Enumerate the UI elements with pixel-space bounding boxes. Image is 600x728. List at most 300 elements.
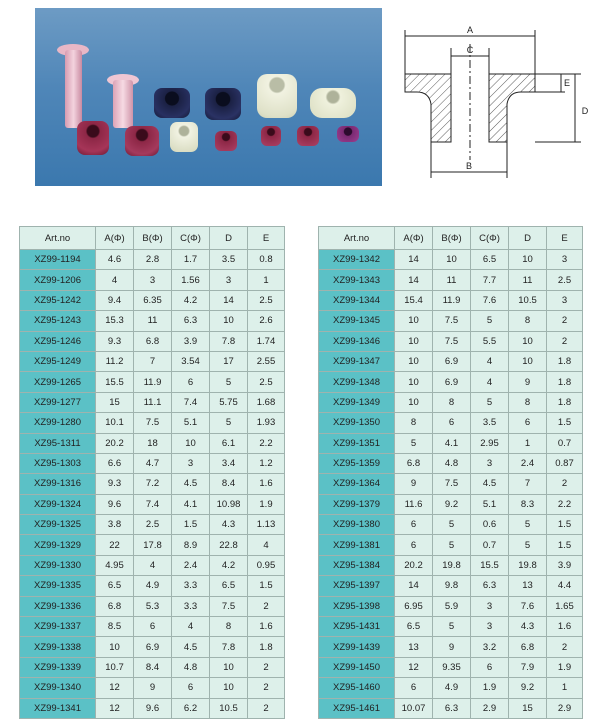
table-row xyxy=(20,413,285,433)
value-cell: 1.65 xyxy=(547,596,583,616)
art-no-cell: XZ99-1380 xyxy=(319,515,395,535)
value-cell: 2.8 xyxy=(134,250,172,270)
value-cell: 2.4 xyxy=(172,555,210,575)
value-cell: 8 xyxy=(395,413,433,433)
table-row xyxy=(20,453,285,473)
value-cell: 1.93 xyxy=(248,413,285,433)
value-cell: 14 xyxy=(395,250,433,270)
value-cell: 1.2 xyxy=(248,453,285,473)
value-cell: 3.54 xyxy=(172,351,210,371)
art-no-cell: XZ99-1381 xyxy=(319,535,395,555)
art-no-cell: XZ99-1345 xyxy=(319,311,395,331)
value-cell: 13 xyxy=(395,637,433,657)
value-cell: 7.5 xyxy=(210,596,248,616)
art-no-cell: XZ99-1348 xyxy=(319,372,395,392)
art-no-cell: XZ95-1242 xyxy=(20,290,96,310)
value-cell: 11.9 xyxy=(134,372,172,392)
value-cell: 6.8 xyxy=(134,331,172,351)
value-cell: 4.4 xyxy=(547,576,583,596)
value-cell: 10 xyxy=(509,250,547,270)
value-cell: 9 xyxy=(509,372,547,392)
value-cell: 2.2 xyxy=(248,433,285,453)
value-cell: 5 xyxy=(509,515,547,535)
value-cell: 3 xyxy=(172,453,210,473)
table-row xyxy=(319,576,583,596)
value-cell: 2.4 xyxy=(509,453,547,473)
value-cell: 11.6 xyxy=(395,494,433,514)
value-cell: 4 xyxy=(248,535,285,555)
value-cell: 7.5 xyxy=(433,474,471,494)
value-cell: 10.98 xyxy=(210,494,248,514)
value-cell: 9.3 xyxy=(96,474,134,494)
art-no-cell: XZ95-1460 xyxy=(319,678,395,698)
table-row xyxy=(20,311,285,331)
table-row xyxy=(319,372,583,392)
table-row xyxy=(319,433,583,453)
label-d: D xyxy=(581,106,589,116)
table-row xyxy=(20,474,285,494)
value-cell: 9 xyxy=(134,678,172,698)
art-no-cell: XZ95-1431 xyxy=(319,617,395,637)
value-cell: 1 xyxy=(509,433,547,453)
value-cell: 5 xyxy=(395,433,433,453)
value-cell: 10 xyxy=(433,250,471,270)
value-cell: 7.5 xyxy=(433,311,471,331)
value-cell: 5 xyxy=(210,413,248,433)
value-cell: 6.5 xyxy=(471,250,509,270)
value-cell: 4.2 xyxy=(210,555,248,575)
art-no-cell: XZ95-1311 xyxy=(20,433,96,453)
value-cell: 10 xyxy=(395,351,433,371)
value-cell: 10.5 xyxy=(509,290,547,310)
value-cell: 6.5 xyxy=(96,576,134,596)
art-no-cell: XZ99-1343 xyxy=(319,270,395,290)
value-cell: 1.5 xyxy=(172,515,210,535)
value-cell: 15.5 xyxy=(96,372,134,392)
value-cell: 5.1 xyxy=(172,413,210,433)
art-no-cell: XZ95-1384 xyxy=(319,555,395,575)
value-cell: 19.8 xyxy=(433,555,471,575)
table-row xyxy=(319,351,583,371)
value-cell: 8 xyxy=(433,392,471,412)
art-no-cell: XZ95-1397 xyxy=(319,576,395,596)
value-cell: 14 xyxy=(210,290,248,310)
value-cell: 0.8 xyxy=(248,250,285,270)
value-cell: 6.8 xyxy=(509,637,547,657)
column-header: Art.no xyxy=(319,227,395,250)
value-cell: 3.3 xyxy=(172,596,210,616)
table-row xyxy=(20,657,285,677)
value-cell: 8 xyxy=(509,311,547,331)
spec-table-right xyxy=(318,226,583,719)
value-cell: 2.55 xyxy=(248,351,285,371)
value-cell: 10 xyxy=(210,678,248,698)
art-no-cell: XZ99-1335 xyxy=(20,576,96,596)
value-cell: 14 xyxy=(395,576,433,596)
art-no-cell: XZ99-1349 xyxy=(319,392,395,412)
value-cell: 10 xyxy=(509,331,547,351)
table-row xyxy=(319,250,583,270)
value-cell: 20.2 xyxy=(395,555,433,575)
table-row xyxy=(20,290,285,310)
column-header: E xyxy=(547,227,583,250)
value-cell: 2 xyxy=(547,474,583,494)
table-row xyxy=(20,596,285,616)
art-no-cell: XZ99-1280 xyxy=(20,413,96,433)
value-cell: 6.5 xyxy=(210,576,248,596)
table-row xyxy=(319,678,583,698)
column-header: E xyxy=(248,227,285,250)
value-cell: 6.35 xyxy=(134,290,172,310)
table-row xyxy=(20,250,285,270)
value-cell: 4.1 xyxy=(433,433,471,453)
art-no-cell: XZ95-1243 xyxy=(20,311,96,331)
label-c: C xyxy=(466,45,474,55)
value-cell: 2 xyxy=(248,657,285,677)
value-cell: 11.1 xyxy=(134,392,172,412)
art-no-cell: XZ99-1338 xyxy=(20,637,96,657)
table-row xyxy=(319,637,583,657)
value-cell: 5.3 xyxy=(134,596,172,616)
value-cell: 14 xyxy=(395,270,433,290)
art-no-cell: XZ99-1350 xyxy=(319,413,395,433)
value-cell: 6.3 xyxy=(433,698,471,718)
value-cell: 2 xyxy=(547,311,583,331)
value-cell: 2.6 xyxy=(248,311,285,331)
value-cell: 9.6 xyxy=(134,698,172,718)
art-no-cell: XZ95-1359 xyxy=(319,453,395,473)
art-no-cell: XZ99-1379 xyxy=(319,494,395,514)
value-cell: 7.4 xyxy=(134,494,172,514)
value-cell: 1 xyxy=(547,678,583,698)
table-row xyxy=(20,617,285,637)
value-cell: 3.5 xyxy=(471,413,509,433)
value-cell: 0.7 xyxy=(471,535,509,555)
value-cell: 12 xyxy=(96,678,134,698)
value-cell: 8.9 xyxy=(172,535,210,555)
value-cell: 2.5 xyxy=(547,270,583,290)
table-row xyxy=(20,576,285,596)
art-no-cell: XZ99-1206 xyxy=(20,270,96,290)
value-cell: 3.2 xyxy=(471,637,509,657)
value-cell: 6.95 xyxy=(395,596,433,616)
table-row xyxy=(20,392,285,412)
value-cell: 8.3 xyxy=(509,494,547,514)
value-cell: 5.75 xyxy=(210,392,248,412)
value-cell: 2.9 xyxy=(471,698,509,718)
value-cell: 2.5 xyxy=(248,372,285,392)
value-cell: 4.8 xyxy=(172,657,210,677)
art-no-cell: XZ95-1303 xyxy=(20,453,96,473)
value-cell: 4.5 xyxy=(172,474,210,494)
value-cell: 4.2 xyxy=(172,290,210,310)
value-cell: 7.8 xyxy=(210,331,248,351)
value-cell: 10.1 xyxy=(96,413,134,433)
table-row xyxy=(319,474,583,494)
value-cell: 22 xyxy=(96,535,134,555)
spec-table-left xyxy=(19,226,285,719)
art-no-cell: XZ95-1246 xyxy=(20,331,96,351)
value-cell: 3 xyxy=(210,270,248,290)
value-cell: 19.8 xyxy=(509,555,547,575)
value-cell: 6.5 xyxy=(395,617,433,637)
value-cell: 4.7 xyxy=(134,453,172,473)
value-cell: 4.6 xyxy=(96,250,134,270)
value-cell: 9.2 xyxy=(433,494,471,514)
value-cell: 10 xyxy=(395,392,433,412)
value-cell: 1.74 xyxy=(248,331,285,351)
value-cell: 17.8 xyxy=(134,535,172,555)
value-cell: 15 xyxy=(509,698,547,718)
value-cell: 3 xyxy=(471,617,509,637)
value-cell: 20.2 xyxy=(96,433,134,453)
table-row xyxy=(20,678,285,698)
table-row xyxy=(319,617,583,637)
table-row xyxy=(319,657,583,677)
table-row xyxy=(20,433,285,453)
column-header: Art.no xyxy=(20,227,96,250)
value-cell: 5 xyxy=(471,311,509,331)
value-cell: 8 xyxy=(509,392,547,412)
value-cell: 10 xyxy=(96,637,134,657)
value-cell: 5.5 xyxy=(471,331,509,351)
value-cell: 0.7 xyxy=(547,433,583,453)
table-row xyxy=(319,515,583,535)
value-cell: 2.2 xyxy=(547,494,583,514)
value-cell: 4.9 xyxy=(433,678,471,698)
label-b: B xyxy=(465,161,473,171)
art-no-cell: XZ99-1450 xyxy=(319,657,395,677)
value-cell: 6 xyxy=(509,413,547,433)
value-cell: 6.6 xyxy=(96,453,134,473)
table-row xyxy=(319,535,583,555)
table-row xyxy=(20,331,285,351)
value-cell: 7 xyxy=(509,474,547,494)
value-cell: 6.3 xyxy=(471,576,509,596)
value-cell: 8 xyxy=(210,617,248,637)
art-no-cell: XZ99-1277 xyxy=(20,392,96,412)
value-cell: 2 xyxy=(248,596,285,616)
table-row xyxy=(319,331,583,351)
value-cell: 1.6 xyxy=(248,617,285,637)
value-cell: 0.6 xyxy=(471,515,509,535)
table-row xyxy=(20,351,285,371)
cross-section-drawing xyxy=(395,22,595,182)
value-cell: 1.7 xyxy=(172,250,210,270)
value-cell: 7.7 xyxy=(471,270,509,290)
value-cell: 15.3 xyxy=(96,311,134,331)
value-cell: 5.1 xyxy=(471,494,509,514)
value-cell: 4 xyxy=(172,617,210,637)
value-cell: 8.4 xyxy=(210,474,248,494)
value-cell: 1.68 xyxy=(248,392,285,412)
value-cell: 7.5 xyxy=(433,331,471,351)
column-header: D xyxy=(509,227,547,250)
table-row xyxy=(319,596,583,616)
value-cell: 8.5 xyxy=(96,617,134,637)
value-cell: 7.5 xyxy=(134,413,172,433)
table-row xyxy=(319,698,583,718)
value-cell: 11 xyxy=(509,270,547,290)
value-cell: 1.13 xyxy=(248,515,285,535)
value-cell: 1.5 xyxy=(547,515,583,535)
value-cell: 3.9 xyxy=(547,555,583,575)
table-row xyxy=(319,290,583,310)
art-no-cell: XZ99-1346 xyxy=(319,331,395,351)
value-cell: 3.8 xyxy=(96,515,134,535)
value-cell: 3 xyxy=(471,453,509,473)
value-cell: 7.2 xyxy=(134,474,172,494)
value-cell: 10 xyxy=(210,311,248,331)
value-cell: 5.9 xyxy=(433,596,471,616)
value-cell: 4 xyxy=(134,555,172,575)
value-cell: 6.2 xyxy=(172,698,210,718)
label-e: E xyxy=(563,78,571,88)
value-cell: 9.2 xyxy=(509,678,547,698)
value-cell: 4.3 xyxy=(210,515,248,535)
value-cell: 1.5 xyxy=(547,413,583,433)
value-cell: 9 xyxy=(395,474,433,494)
table-row xyxy=(319,270,583,290)
table-row xyxy=(319,311,583,331)
value-cell: 5 xyxy=(509,535,547,555)
value-cell: 1 xyxy=(248,270,285,290)
value-cell: 6.3 xyxy=(172,311,210,331)
value-cell: 7.6 xyxy=(471,290,509,310)
value-cell: 2 xyxy=(248,678,285,698)
value-cell: 9.35 xyxy=(433,657,471,677)
value-cell: 10 xyxy=(509,351,547,371)
value-cell: 7.8 xyxy=(210,637,248,657)
art-no-cell: XZ99-1329 xyxy=(20,535,96,555)
value-cell: 10 xyxy=(395,372,433,392)
value-cell: 3.3 xyxy=(172,576,210,596)
value-cell: 2.5 xyxy=(134,515,172,535)
table-row xyxy=(319,392,583,412)
value-cell: 11.2 xyxy=(96,351,134,371)
art-no-cell: XZ99-1324 xyxy=(20,494,96,514)
value-cell: 6.9 xyxy=(134,637,172,657)
value-cell: 2 xyxy=(547,637,583,657)
value-cell: 2.95 xyxy=(471,433,509,453)
value-cell: 6 xyxy=(395,678,433,698)
column-header: A(Φ) xyxy=(96,227,134,250)
art-no-cell: XZ99-1330 xyxy=(20,555,96,575)
value-cell: 11.9 xyxy=(433,290,471,310)
value-cell: 11 xyxy=(433,270,471,290)
value-cell: 0.87 xyxy=(547,453,583,473)
art-no-cell: XZ99-1342 xyxy=(319,250,395,270)
column-header: B(Φ) xyxy=(433,227,471,250)
art-no-cell: XZ99-1194 xyxy=(20,250,96,270)
table-row xyxy=(20,698,285,718)
value-cell: 10 xyxy=(172,433,210,453)
art-no-cell: XZ99-1336 xyxy=(20,596,96,616)
art-no-cell: XZ99-1341 xyxy=(20,698,96,718)
value-cell: 17 xyxy=(210,351,248,371)
art-no-cell: XZ95-1398 xyxy=(319,596,395,616)
value-cell: 9 xyxy=(433,637,471,657)
value-cell: 4.9 xyxy=(134,576,172,596)
value-cell: 4 xyxy=(471,351,509,371)
value-cell: 12 xyxy=(96,698,134,718)
value-cell: 10 xyxy=(210,657,248,677)
value-cell: 1.6 xyxy=(248,474,285,494)
art-no-cell: XZ95-1249 xyxy=(20,351,96,371)
value-cell: 9.4 xyxy=(96,290,134,310)
value-cell: 4.1 xyxy=(172,494,210,514)
table-row xyxy=(20,535,285,555)
value-cell: 4.5 xyxy=(172,637,210,657)
product-photo xyxy=(35,8,382,186)
value-cell: 2.9 xyxy=(547,698,583,718)
value-cell: 15 xyxy=(96,392,134,412)
art-no-cell: XZ99-1316 xyxy=(20,474,96,494)
value-cell: 1.8 xyxy=(547,392,583,412)
value-cell: 2.5 xyxy=(248,290,285,310)
value-cell: 1.8 xyxy=(248,637,285,657)
value-cell: 6 xyxy=(395,515,433,535)
art-no-cell: XZ99-1265 xyxy=(20,372,96,392)
value-cell: 10 xyxy=(395,311,433,331)
table-row xyxy=(20,372,285,392)
value-cell: 6.1 xyxy=(210,433,248,453)
value-cell: 22.8 xyxy=(210,535,248,555)
value-cell: 9.8 xyxy=(433,576,471,596)
value-cell: 5 xyxy=(471,392,509,412)
value-cell: 13 xyxy=(509,576,547,596)
value-cell: 7.6 xyxy=(509,596,547,616)
value-cell: 5 xyxy=(433,535,471,555)
value-cell: 1.9 xyxy=(547,657,583,677)
value-cell: 1.5 xyxy=(547,535,583,555)
value-cell: 6.9 xyxy=(433,372,471,392)
value-cell: 8.4 xyxy=(134,657,172,677)
art-no-cell: XZ99-1351 xyxy=(319,433,395,453)
column-header: C(Φ) xyxy=(471,227,509,250)
value-cell: 6 xyxy=(172,372,210,392)
value-cell: 1.9 xyxy=(248,494,285,514)
value-cell: 3 xyxy=(547,290,583,310)
column-header: D xyxy=(210,227,248,250)
value-cell: 11 xyxy=(134,311,172,331)
art-no-cell: XZ99-1344 xyxy=(319,290,395,310)
value-cell: 4 xyxy=(96,270,134,290)
label-a: A xyxy=(466,25,474,35)
value-cell: 6 xyxy=(471,657,509,677)
column-header: A(Φ) xyxy=(395,227,433,250)
table-row xyxy=(20,494,285,514)
value-cell: 15.4 xyxy=(395,290,433,310)
value-cell: 10.5 xyxy=(210,698,248,718)
value-cell: 12 xyxy=(395,657,433,677)
value-cell: 1.56 xyxy=(172,270,210,290)
value-cell: 3 xyxy=(471,596,509,616)
table-row xyxy=(319,413,583,433)
value-cell: 0.95 xyxy=(248,555,285,575)
value-cell: 7.9 xyxy=(509,657,547,677)
value-cell: 4.5 xyxy=(471,474,509,494)
value-cell: 2 xyxy=(248,698,285,718)
value-cell: 7 xyxy=(134,351,172,371)
value-cell: 9.3 xyxy=(96,331,134,351)
table-row xyxy=(319,453,583,473)
value-cell: 18 xyxy=(134,433,172,453)
value-cell: 1.8 xyxy=(547,372,583,392)
value-cell: 10.07 xyxy=(395,698,433,718)
value-cell: 4 xyxy=(471,372,509,392)
value-cell: 4.95 xyxy=(96,555,134,575)
